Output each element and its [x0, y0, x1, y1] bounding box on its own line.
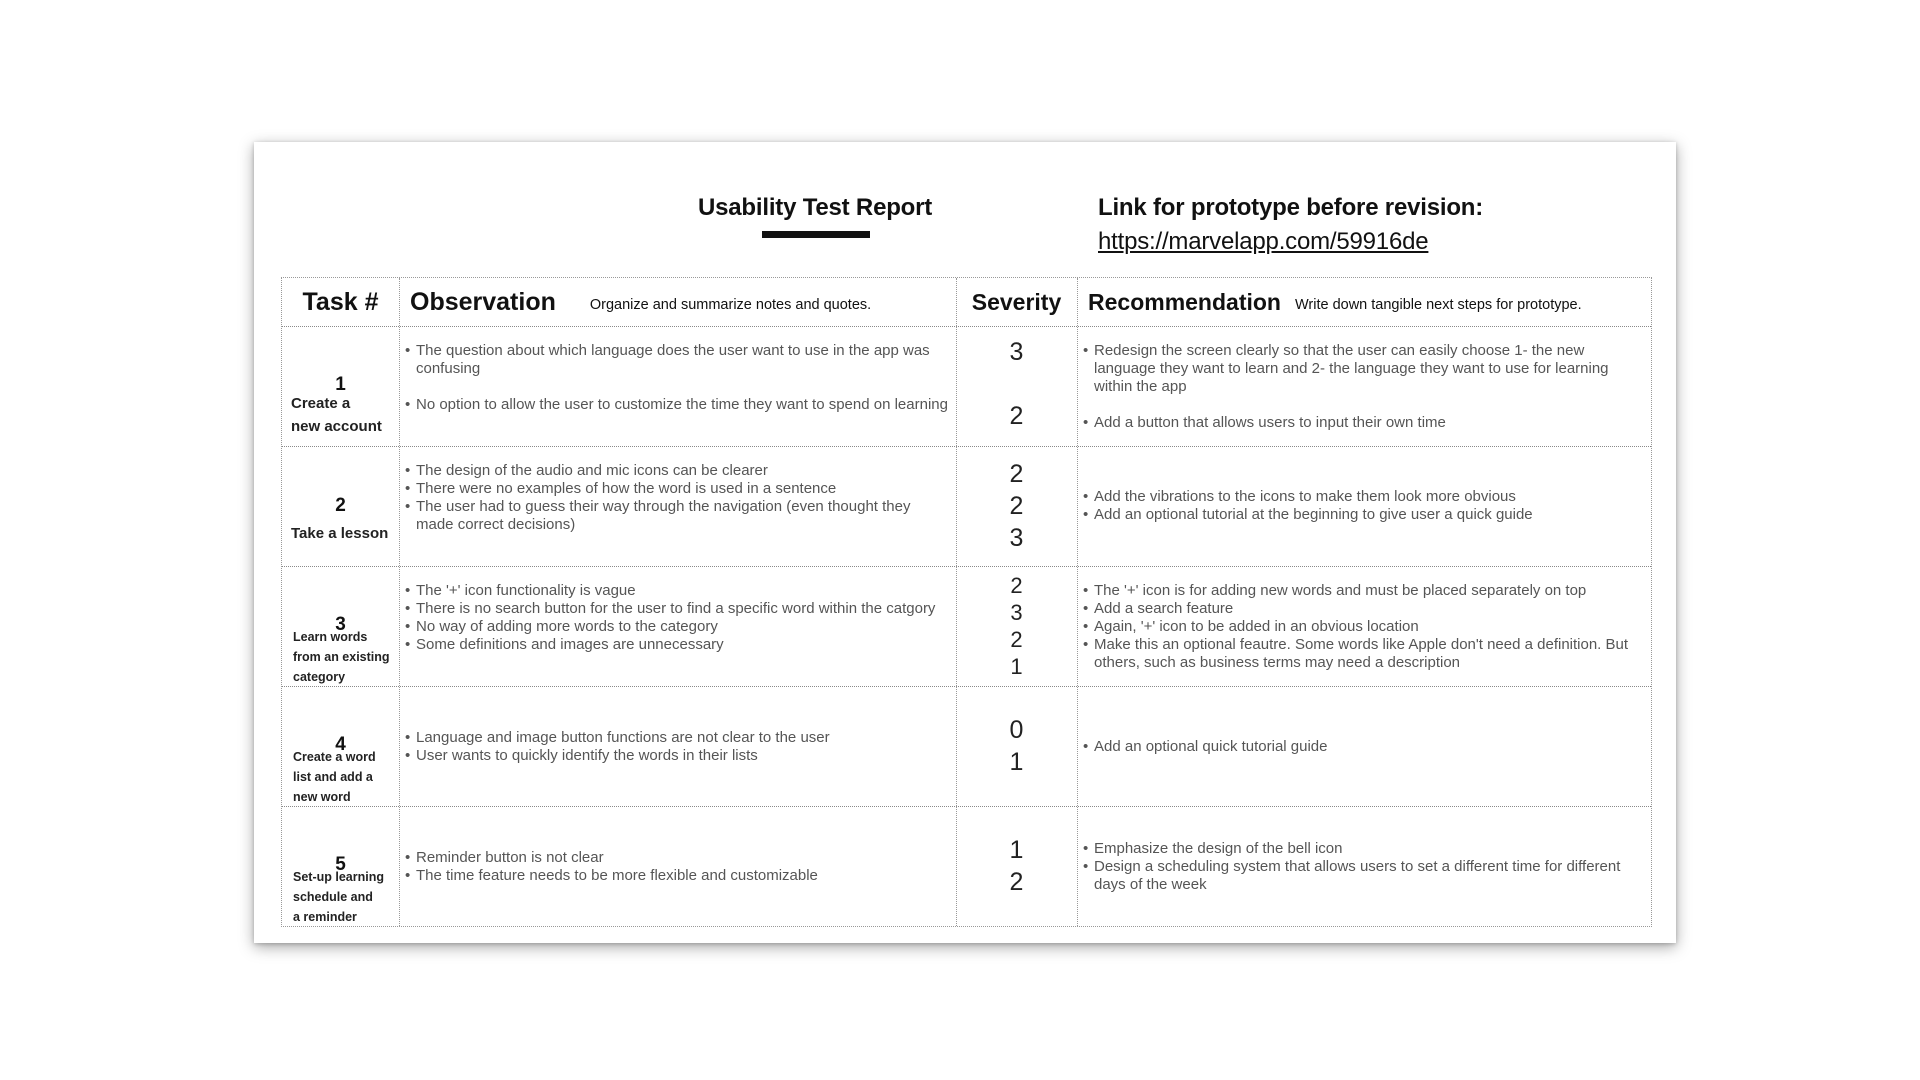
task-column-title: Task #	[302, 287, 379, 316]
header-task	[282, 278, 399, 326]
observation-item: • Some definitions and images are unnecessary	[405, 636, 950, 654]
recommendation-item: • Add an optional tutorial at the beginning to give user a quick guide	[1083, 506, 1648, 524]
observation-item: • No option to allow the user to customize the time they want to spend on learning	[405, 396, 950, 414]
severity-rating: 2	[1009, 402, 1024, 430]
recommendation-item: • Again, '+' icon to be added in an obvious location	[1083, 618, 1648, 636]
task-name: Create a new account	[291, 395, 382, 435]
prototype-link-label: Link for prototype before revision:	[1098, 194, 1484, 221]
recommendation-item: • Redesign the screen clearly so that the user can easily choose 1- the new language they want to learn and 2- the language they want to use for learning within the app	[1083, 342, 1648, 396]
severity-rating: 3	[1009, 338, 1024, 366]
observation-item: • The time feature needs to be more flexible and customizable	[405, 867, 950, 885]
task-name: Take a lesson	[291, 525, 389, 542]
observation-item: • There were no examples of how the word is used in a sentence	[405, 480, 950, 498]
recommendation-list	[1083, 342, 1648, 432]
table-row-task-5	[282, 806, 1651, 927]
recommendation-column-title: Recommendation	[1088, 288, 1281, 315]
recommendation-item: • Add an optional quick tutorial guide	[1083, 738, 1648, 756]
header-severity	[956, 278, 1077, 326]
task-number: 1	[335, 374, 346, 395]
observation-item: • No way of adding more words to the category	[405, 618, 950, 636]
task-name: Create a word list and add a new word	[293, 750, 376, 804]
severity-rating: 2	[1009, 460, 1024, 488]
table-row-task-4	[282, 686, 1651, 806]
severity-rating: 1	[1010, 654, 1023, 679]
recommendation-list	[1083, 582, 1648, 672]
severity-rating: 2	[1009, 492, 1024, 520]
task-name: Learn words from an existing category	[293, 630, 390, 684]
observation-item: • The design of the audio and mic icons can be clearer	[405, 462, 950, 480]
report-table	[281, 277, 1652, 927]
observation-item: • There is no search button for the user to find a specific word within the catgory	[405, 600, 950, 618]
title-underline	[762, 231, 870, 238]
report-title: Usability Test Report	[698, 194, 933, 221]
task-number: 4	[335, 734, 346, 755]
severity-rating: 1	[1009, 836, 1024, 864]
observation-list	[405, 849, 950, 885]
severity-rating: 3	[1010, 600, 1023, 625]
observation-item: • Reminder button is not clear	[405, 849, 950, 867]
table-row-task-1	[282, 326, 1651, 446]
prototype-link[interactable]: https://marvelapp.com/59916de	[1098, 228, 1429, 255]
report-page	[254, 142, 1676, 943]
observation-list	[405, 582, 950, 654]
header-recommendation	[1088, 278, 1648, 326]
recommendation-column-note: Write down tangible next steps for prototype.	[1294, 297, 1582, 313]
task-name: Set-up learning schedule and a reminder	[293, 870, 384, 924]
observation-item: • The question about which language does the user want to use in the app was confusing	[405, 342, 950, 378]
table-row-task-3	[282, 566, 1651, 686]
table-row-task-2	[282, 446, 1651, 566]
recommendation-item: • The '+' icon is for adding new words and must be placed separately on top	[1083, 582, 1648, 600]
observation-list	[405, 342, 950, 414]
observation-list	[405, 729, 950, 765]
severity-rating: 2	[1010, 627, 1023, 652]
severity-rating: 2	[1009, 868, 1024, 896]
recommendation-item: • Add a button that allows users to input their own time	[1083, 414, 1648, 432]
recommendation-list	[1083, 738, 1648, 756]
severity-rating: 3	[1009, 524, 1024, 552]
observation-column-note: Organize and summarize notes and quotes.	[589, 297, 872, 313]
observation-column-title: Observation	[410, 287, 556, 316]
header-observation	[410, 278, 950, 326]
recommendation-item: • Make this an optional feautre. Some words like Apple don't need a definition. But others, such as business terms may need a description	[1083, 636, 1648, 672]
observation-item: • The '+' icon functionality is vague	[405, 582, 950, 600]
task-number: 2	[335, 495, 346, 516]
task-number: 5	[335, 854, 346, 875]
severity-rating: 0	[1009, 716, 1024, 744]
severity-rating: 2	[1010, 573, 1023, 598]
severity-column-title: Severity	[971, 288, 1062, 315]
task-number: 3	[335, 614, 346, 635]
recommendation-item: • Emphasize the design of the bell icon	[1083, 840, 1648, 858]
recommendation-item: • Add the vibrations to the icons to make them look more obvious	[1083, 488, 1648, 506]
observation-list	[405, 462, 950, 534]
severity-rating: 1	[1009, 748, 1024, 776]
recommendation-list	[1083, 840, 1648, 894]
recommendation-list	[1083, 488, 1648, 524]
observation-item: • The user had to guess their way through the navigation (even thought they made correct decisions)	[405, 498, 950, 534]
observation-item: • Language and image button functions are not clear to the user	[405, 729, 950, 747]
recommendation-item: • Add a search feature	[1083, 600, 1648, 618]
recommendation-item: • Design a scheduling system that allows users to set a different time for different days of the week	[1083, 858, 1648, 894]
observation-item: • User wants to quickly identify the words in their lists	[405, 747, 950, 765]
